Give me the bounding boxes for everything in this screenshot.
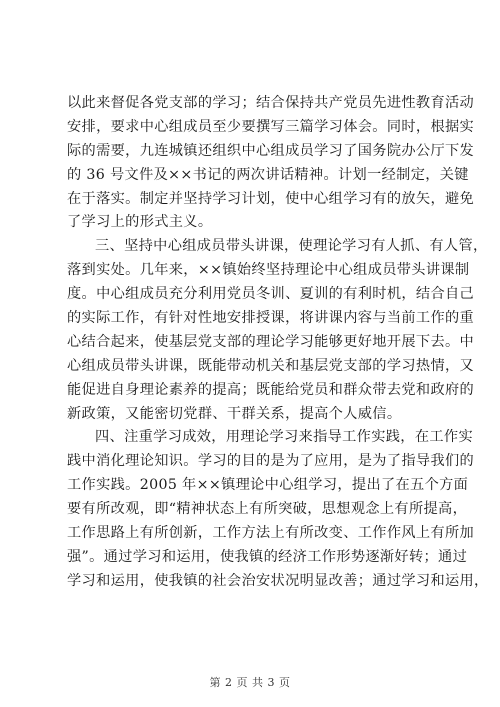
- text-line: 安排，要求中心组成员至少要撰写三篇学习体会。同时，根据实: [67, 118, 475, 135]
- text-line: 践中消化理论知识。学习的目的是为了应用，是为了指导我们的: [67, 453, 475, 470]
- text-line: 落到实处。几年来，××镇始终坚持理论中心组成员带头讲课制: [67, 262, 470, 279]
- text-line: 在于落实。制定并坚持学习计划，使中心组学习有的放矢，避免: [67, 190, 475, 207]
- text-line: 新政策，又能密切党群、干群关系，提高个人威信。: [67, 405, 402, 422]
- text-line: 能促进自身理论素养的提高；既能给党员和群众带去党和政府的: [67, 381, 475, 398]
- text-line: 的 36 号文件及××书记的两次讲话精神。计划一经制定，关键: [67, 166, 469, 183]
- section-heading-line: 三、坚持中心组成员带头讲课，使理论学习有人抓、有人管，: [95, 238, 488, 255]
- text-line: 工作实践。2005 年××镇理论中心组学习，提出了在五个方面: [67, 477, 469, 494]
- page-number-footer: 第 2 页 共 3 页: [209, 676, 291, 689]
- text-line: 学习和运用，使我镇的社会治安状况明显改善；通过学习和运用，: [67, 572, 489, 589]
- text-line: 的实际工作，有针对性地安排授课，将讲课内容与当前工作的重: [67, 310, 475, 327]
- text-line: 度。中心组成员充分利用党员冬训、夏训的有利时机，结合自己: [67, 286, 475, 303]
- text-line: 际的需要，九连城镇还组织中心组成员学习了国务院办公厅下发: [67, 142, 475, 159]
- body-text: [67, 92, 489, 594]
- text-line: 了学习上的形式主义。: [67, 214, 213, 231]
- text-line: 强”。通过学习和运用，使我镇的经济工作形势逐渐好转；通过: [67, 548, 468, 565]
- text-line: 要有所改观，即“精神状态上有所突破，思想观念上有所提高，: [67, 501, 468, 518]
- text-line: 以此来督促各党支部的学习；结合保持共产党员先进性教育活动: [67, 95, 475, 111]
- text-line: 工作思路上有所创新，工作方法上有所改变、工作作风上有所加: [67, 525, 475, 542]
- section-heading-line: 四、注重学习成效，用理论学习来指导工作实践，在工作实: [95, 429, 473, 446]
- text-line: 心组成员带头讲课，既能带动机关和基层党支部的学习热情，又: [67, 357, 475, 374]
- text-line: 心结合起来，使基层党支部的理论学习能够更好地开展下去。中: [67, 333, 475, 350]
